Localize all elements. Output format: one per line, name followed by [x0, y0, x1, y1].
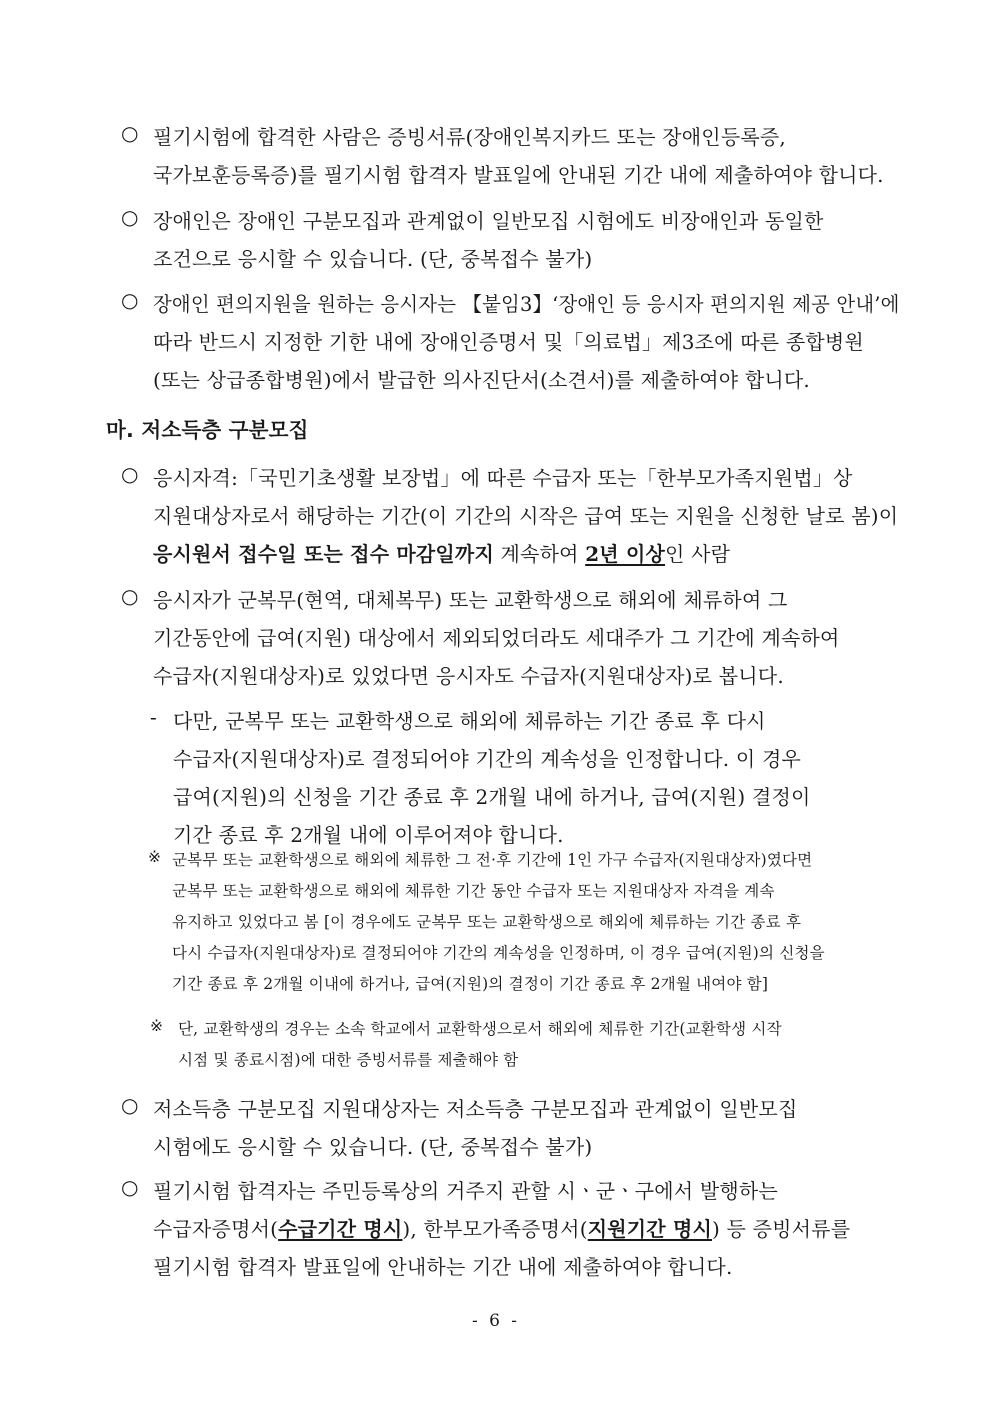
- item-text-line: 장애인 편의지원을 원하는 응시자는 【붙임3】‘장애인 등 응시자 편의지원 제공 안내’에: [153, 292, 900, 316]
- item-text-line: 필기시험 합격자 발표일에 안내하는 기간 내에 제출하여야 합니다.: [153, 1255, 733, 1279]
- item-text-line: (또는 상급종합병원)에서 발급한 의사진단서(소견서)를 제출하여야 합니다.: [153, 368, 810, 392]
- note-text-line: 단, 교환학생의 경우는 소속 학교에서 교환학생으로서 해외에 체류한 기간(교환학생 시작: [178, 1020, 782, 1038]
- page-number: - 6 -: [471, 1311, 521, 1331]
- circle-bullet-icon: ○: [121, 584, 139, 608]
- item-text-line: 필기시험 합격자는 주민등록상의 거주지 관할 시ㆍ군ㆍ구에서 발행하는: [153, 1179, 778, 1203]
- circle-bullet-icon: ○: [121, 121, 139, 145]
- circle-bullet-icon: ○: [121, 462, 139, 486]
- note-text-line: 시점 및 종료시점)에 대한 증빙서류를 제출해야 함: [178, 1051, 519, 1069]
- item-text-line: 급여(지원)의 신청을 기간 종료 후 2개월 내에 하거나, 급여(지원) 결정이: [173, 785, 811, 809]
- note-text-line: 군복무 또는 교환학생으로 해외에 체류한 기간 동안 수급자 또는 지원대상자 자격을 계속: [172, 882, 775, 900]
- item-text-line: 필기시험에 합격한 사람은 증빙서류(장애인복지카드 또는 장애인등록증,: [153, 125, 786, 149]
- item-text-line: 따라 반드시 지정한 기한 내에 장애인증명서 및「의료법」제3조에 따른 종합병원: [153, 330, 864, 354]
- note-text-line: 다시 수급자(지원대상자)로 결정되어야 기간의 계속성을 인정하며, 이 경우 급여(지원)의 신청을: [172, 944, 825, 962]
- text-fragment: ) 등 증빙서류를: [712, 1217, 851, 1241]
- note-text-line: 유지하고 있었다고 봄 [이 경우에도 군복무 또는 교환학생으로 해외에 체류하는 기간 종료 후: [172, 913, 802, 931]
- note-text-line: 기간 종료 후 2개월 이내에 하거나, 급여(지원)의 결정이 기간 종료 후 2개월 내여야 함]: [172, 975, 769, 993]
- item-text-line: 수급자(지원대상자)로 결정되어야 기간의 계속성을 인정합니다. 이 경우: [173, 747, 801, 771]
- item-text-line: [153, 538, 730, 567]
- emphasis-two-years: 2년 이상: [585, 542, 666, 566]
- emphasis-support-period: 지원기간 명시: [587, 1217, 712, 1241]
- item-text-line: 저소득층 구분모집 지원대상자는 저소득층 구분모집과 관계없이 일반모집: [153, 1097, 798, 1121]
- item-text-line: 응시자격:「국민기초생활 보장법」에 따른 수급자 또는「한부모가족지원법」상: [153, 466, 853, 490]
- item-text-line: 다만, 군복무 또는 교환학생으로 해외에 체류하는 기간 종료 후 다시: [173, 709, 766, 733]
- item-text-line: 조건으로 응시할 수 있습니다. (단, 중복접수 불가): [153, 247, 593, 271]
- dash-bullet-icon: -: [150, 705, 157, 729]
- item-text-line: 시험에도 응시할 수 있습니다. (단, 중복접수 불가): [153, 1135, 593, 1159]
- item-text-line: 기간동안에 급여(지원) 대상에서 제외되었더라도 세대주가 그 기간에 계속하여: [153, 626, 840, 650]
- text-fragment: 계속하여: [493, 542, 586, 566]
- circle-bullet-icon: ○: [121, 288, 139, 312]
- item-text-line: 응시자가 군복무(현역, 대체복무) 또는 교환학생으로 해외에 체류하여 그: [153, 588, 788, 612]
- text-fragment: 인 사람: [665, 542, 731, 566]
- emphasis-benefit-period: 수급기간 명시: [278, 1217, 403, 1241]
- text-fragment: ), 한부모가족증명서(: [402, 1217, 588, 1241]
- circle-bullet-icon: ○: [121, 1175, 139, 1199]
- note-text-line: 군복무 또는 교환학생으로 해외에 체류한 그 전·후 기간에 1인 가구 수급자(지원대상자)였다면: [172, 851, 813, 869]
- reference-mark-icon: ※: [150, 1017, 163, 1035]
- section-heading: 마. 저소득층 구분모집: [106, 418, 309, 442]
- text-fragment: 수급자증명서(: [153, 1217, 279, 1241]
- item-text-line: [153, 1213, 850, 1242]
- item-text-line: 장애인은 장애인 구분모집과 관계없이 일반모집 시험에도 비장애인과 동일한: [153, 209, 824, 233]
- item-text-line: 지원대상자로서 해당하는 기간(이 기간의 시작은 급여 또는 지원을 신청한 날로 봄)이: [153, 504, 899, 528]
- circle-bullet-icon: ○: [121, 1093, 139, 1117]
- item-text-line: 기간 종료 후 2개월 내에 이루어져야 합니다.: [173, 823, 564, 847]
- circle-bullet-icon: ○: [121, 205, 139, 229]
- emphasis-deadline: 응시원서 접수일 또는 접수 마감일까지: [153, 542, 494, 566]
- item-text-line: 국가보훈등록증)를 필기시험 합격자 발표일에 안내된 기간 내에 제출하여야 합니다.: [153, 163, 884, 187]
- item-text-line: 수급자(지원대상자)로 있었다면 응시자도 수급자(지원대상자)로 봅니다.: [153, 664, 784, 688]
- reference-mark-icon: ※: [148, 848, 161, 866]
